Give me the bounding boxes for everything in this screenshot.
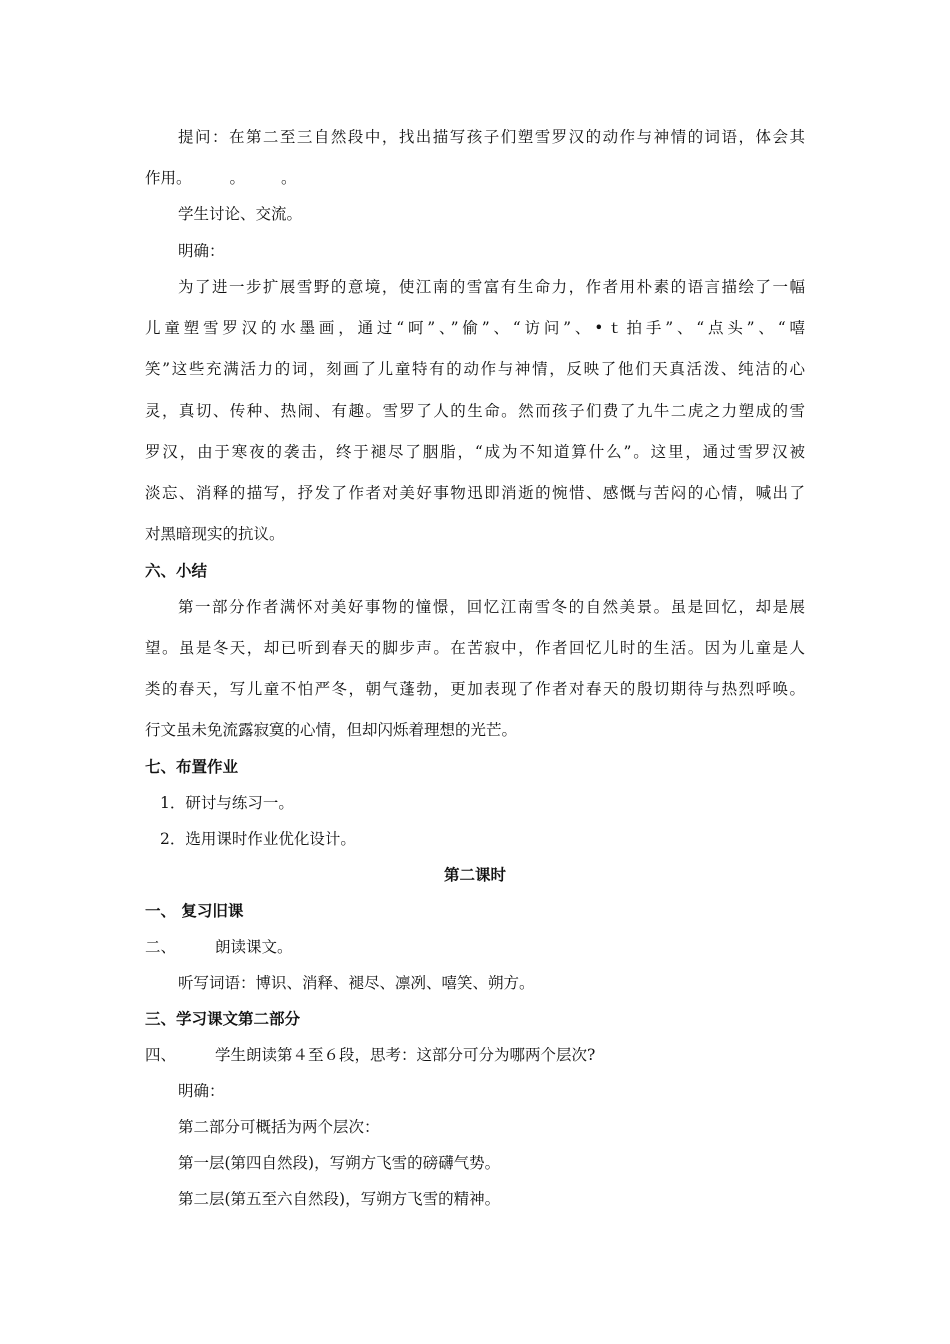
homework-item-2: 2．选用课时作业优化设计。: [160, 830, 356, 848]
question-line-1: 提问：在第二至三自然段中，找出描写孩子们塑雪罗汉的动作与神情的词语，体会其: [178, 128, 805, 146]
lesson-2-title: 第二课时: [443, 865, 506, 884]
question-line-2-dot-2: 。: [281, 169, 297, 187]
discussion-line: 学生讨论、交流。: [178, 205, 303, 223]
read-text-number: 二、: [145, 938, 177, 956]
analysis-line-3: 笑”这些充满活力的词，刻画了儿童特有的动作与神情，反映了他们天真活泼、纯洁的心: [145, 360, 805, 378]
summary-line-4: 行文虽未免流露寂寞的心情，但却闪烁着理想的光芒。: [145, 721, 518, 739]
layer-2: 第二层(第五至六自然段)，写朔方飞雪的精神。: [178, 1190, 501, 1208]
section-four-number: 四、: [145, 1046, 177, 1064]
analysis-line-7: 对黑暗现实的抗议。: [145, 525, 285, 543]
summary-line-1: 第一部分作者满怀对美好事物的憧憬，回忆江南雪冬的自然美景。虽是回忆，却是展: [178, 598, 805, 616]
question-line-2: [145, 167, 805, 189]
analysis-line-5: 罗汉，由于寒夜的袭击，终于褪尽了胭脂，“成为不知道算什么”。这里，通过雪罗汉被: [145, 443, 805, 461]
analysis-line-2: 儿童塑雪罗汉的水墨画，通过“呵”、”偷”、“访问”、•ｔ拍手”、“点头”、“嘻: [145, 319, 805, 337]
homework-heading: 七、布置作业: [145, 757, 239, 776]
analysis-line-6: 淡忘、消释的描写，抒发了作者对美好事物迅即消逝的惋惜、感慨与苦闷的心情，喊出了: [145, 484, 805, 502]
dictation-line: 听写词语：博识、消释、褪尽、凛冽、嘻笑、朔方。: [178, 974, 535, 992]
summary-heading: 六、小结: [145, 561, 208, 580]
clarify-label-2: 明确：: [178, 1082, 225, 1100]
analysis-line-4: 灵，真切、传种、热闹、有趣。雪罗了人的生命。然而孩子们费了九牛二虎之力塑成的雪: [145, 402, 805, 420]
layer-1: 第一层(第四自然段)，写朔方飞雪的磅礴气势。: [178, 1154, 501, 1172]
summary-line-2: 望。虽是冬天，却已听到春天的脚步声。在苦寂中，作者回忆儿时的生活。因为儿童是人: [145, 639, 805, 657]
clarify-label-1: 明确：: [178, 242, 225, 260]
homework-item-1: 1．研讨与练习一。: [160, 794, 294, 812]
read-text-line: [145, 936, 805, 958]
part-2-heading: 三、学习课文第二部分: [145, 1009, 301, 1028]
summary-line-3: 类的春天，写儿童不怕严冬，朝气蓬勃，更加表现了作者对春天的殷切期待与热烈呼唤。: [145, 680, 805, 698]
question-line-2-dot-1: 。: [229, 169, 246, 187]
question-line-2-text: 作用。: [145, 169, 192, 187]
layers-intro: 第二部分可概括为两个层次：: [178, 1118, 380, 1136]
analysis-line-1: 为了进一步扩展雪野的意境，使江南的雪富有生命力，作者用朴素的语言描绘了一幅: [178, 278, 805, 296]
review-heading: 一、 复习旧课: [145, 901, 244, 920]
section-four-content: 学生朗读第４至６段，思考：这部分可分为哪两个层次?: [215, 1046, 596, 1064]
section-four-line: [145, 1044, 805, 1066]
read-text-content: 朗读课文。: [215, 938, 293, 956]
